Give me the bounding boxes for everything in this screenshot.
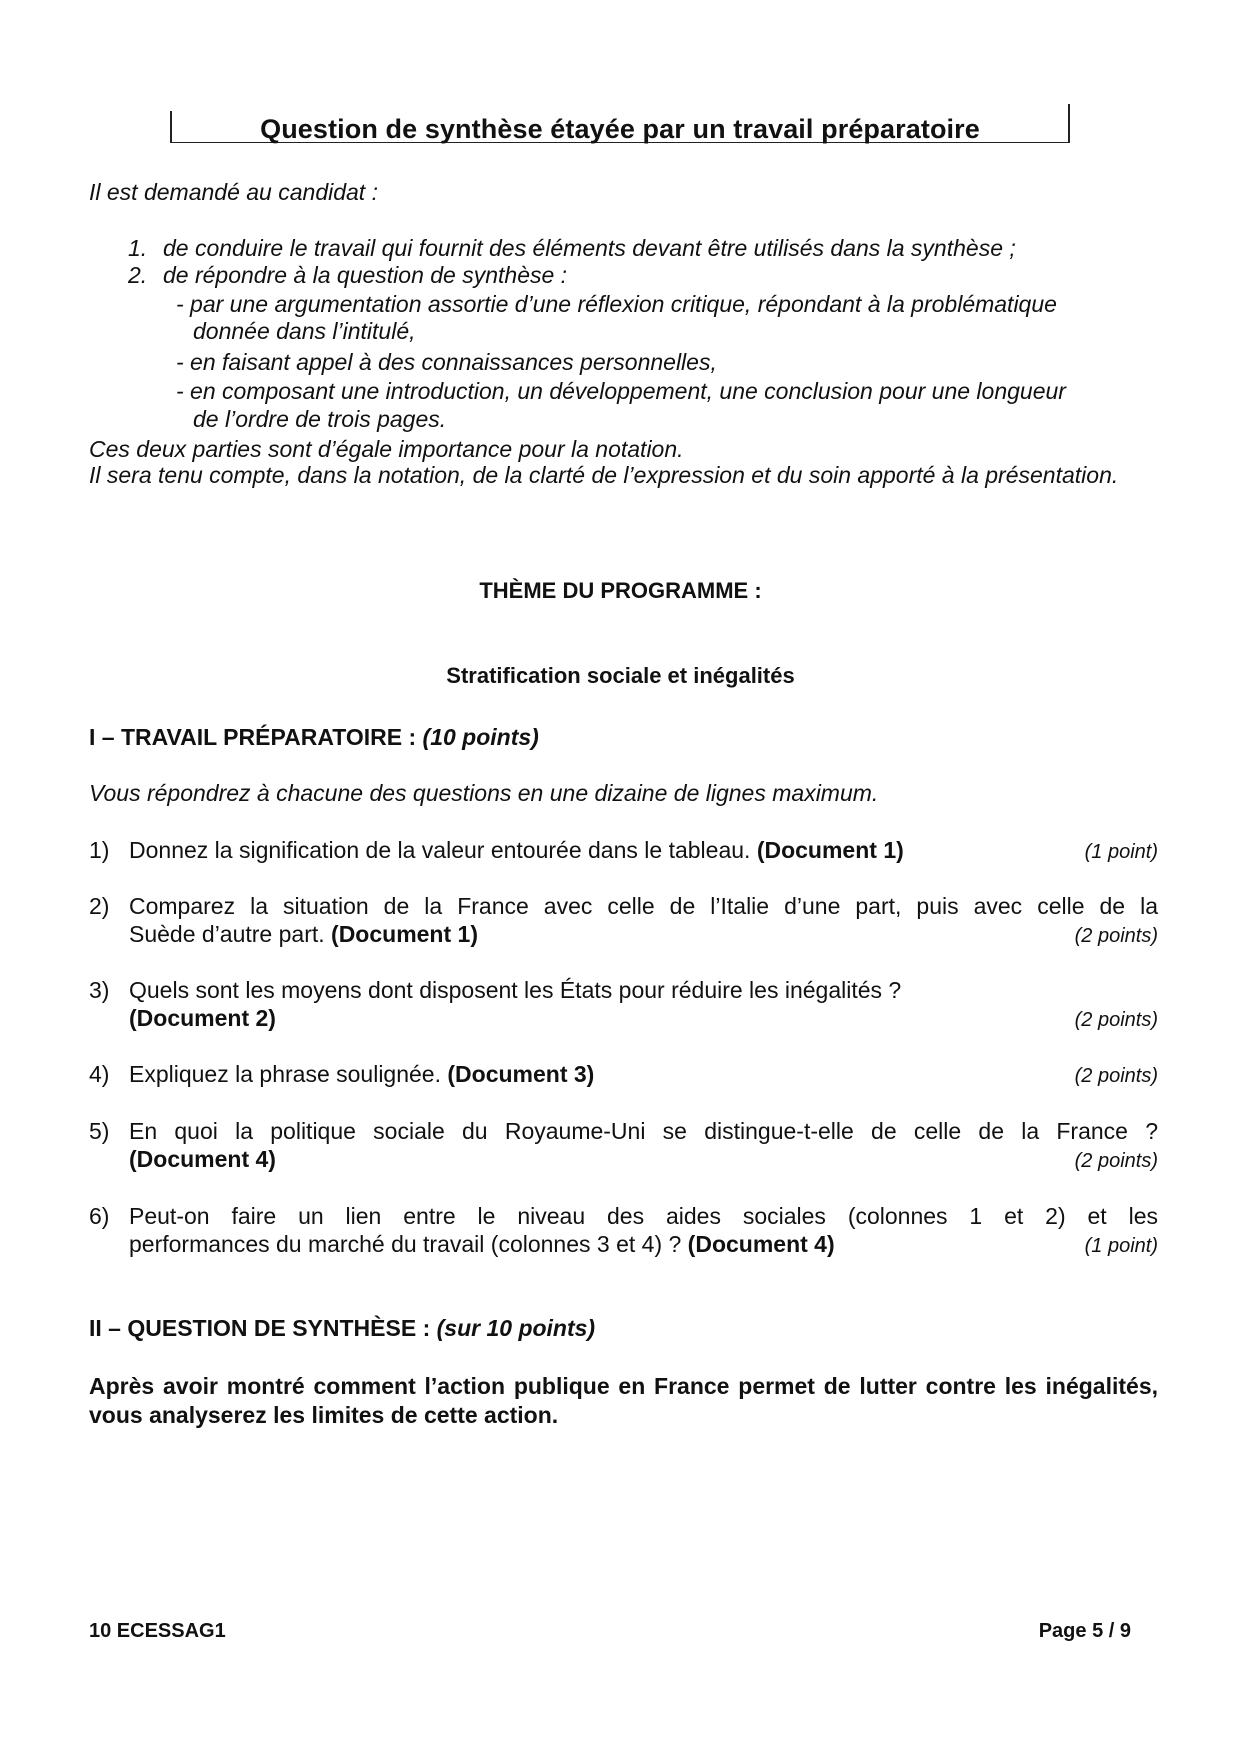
instruction-item-2: de répondre à la question de synthèse :: [163, 262, 568, 288]
question-2-number: 2): [89, 893, 110, 919]
instruction-item-1: de conduire le travail qui fournit des éléments devant être utilisés dans la synthèse ;: [163, 235, 1016, 261]
instruction-sub-3-line-2: de l’ordre de trois pages.: [193, 406, 447, 432]
question-6: [89, 1202, 1158, 1258]
instructions-intro: Il est demandé au candidat :: [89, 179, 378, 205]
instructions-note-1: Ces deux parties sont d’égale importance pour la notation.: [89, 436, 684, 462]
question-6-line-2: performances du marché du travail (colonnes 3 et 4) ?: [129, 1231, 682, 1257]
footer-page-number: Page 5 / 9: [1038, 1620, 1131, 1642]
part-1-heading: [89, 724, 539, 751]
question-5-points: (2 points): [1074, 1150, 1158, 1172]
instruction-item-2-number: 2.: [128, 262, 148, 288]
part-1-instruction: Vous répondrez à chacune des questions en une dizaine de lignes maximum.: [89, 780, 879, 806]
part-1-heading-text: I – TRAVAIL PRÉPARATOIRE :: [89, 724, 417, 750]
instruction-sub-3-line-1: - en composant une introduction, un développement, une conclusion pour une longueur: [176, 378, 1066, 404]
instructions-note-2: Il sera tenu compte, dans la notation, de la clarté de l’expression et du soin apporté à la présentation.: [89, 462, 1119, 488]
question-3-body: [129, 976, 1158, 1032]
instruction-sub-2: - en faisant appel à des connaissances personnelles,: [176, 349, 717, 375]
question-2-points: (2 points): [1074, 925, 1158, 947]
question-5-number: 5): [89, 1118, 110, 1144]
theme-subject: Stratification sociale et inégalités: [446, 663, 795, 688]
synthesis-question: Après avoir montré comment l’action publique en France permet de lutter contre les inégalités, vous analyserez les limites de cette action.: [89, 1373, 1158, 1428]
question-5: [89, 1117, 1158, 1173]
question-6-line-2-wrap: [129, 1230, 1158, 1258]
question-2-line-2: Suède d’autre part.: [129, 921, 325, 947]
theme-heading: THÈME DU PROGRAMME :: [479, 578, 762, 603]
question-2-body: [129, 892, 1158, 948]
part-2-points: (sur 10 points): [436, 1315, 596, 1341]
instruction-sub-1-line-2: donnée dans l’intitulé,: [193, 318, 416, 344]
instruction-sub-1-line-1: - par une argumentation assortie d’une réflexion critique, répondant à la problématique: [176, 291, 1057, 317]
question-2: [89, 892, 1158, 948]
question-1-number: 1): [89, 837, 110, 863]
instruction-item-1-number: 1.: [128, 235, 148, 261]
question-4-text: Expliquez la phrase soulignée.: [129, 1061, 441, 1087]
question-4-number: 4): [89, 1061, 110, 1087]
question-3-doc: (Document 2): [129, 1005, 276, 1031]
footer-code: 10 ECESSAG1: [89, 1620, 226, 1642]
question-1-doc: (Document 1): [756, 837, 904, 863]
question-3: [89, 976, 1158, 1032]
question-2-line-1: Comparez la situation de la France avec celle de l’Italie d’une part, puis avec celle de la: [129, 893, 1158, 919]
question-2-doc: (Document 1): [331, 921, 478, 947]
question-3-points: (2 points): [1074, 1009, 1158, 1031]
question-4-body: [129, 1060, 1158, 1088]
question-3-number: 3): [89, 977, 110, 1003]
question-5-text: En quoi la politique sociale du Royaume-Uni se distingue-t-elle de celle de la France ?: [129, 1118, 1158, 1144]
question-1-body: [129, 836, 1158, 864]
question-5-body: [129, 1117, 1158, 1173]
question-4-doc: (Document 3): [447, 1061, 595, 1087]
question-5-doc: (Document 4): [129, 1146, 276, 1172]
question-4: [89, 1060, 1158, 1088]
question-6-body: [129, 1202, 1158, 1258]
question-1-text: Donnez la signification de la valeur entourée dans le tableau.: [129, 837, 751, 863]
question-2-line-2-wrap: [129, 920, 1158, 948]
part-2-heading-text: II – QUESTION DE SYNTHÈSE :: [89, 1315, 431, 1341]
title-box: [170, 111, 1070, 143]
question-6-points: (1 point): [1084, 1235, 1158, 1257]
question-1-points: (1 point): [1084, 841, 1158, 863]
question-1: [89, 836, 1158, 864]
page-title: Question de synthèse étayée par un travail préparatoire: [260, 114, 980, 144]
question-4-points: (2 points): [1074, 1065, 1158, 1087]
question-6-line-1: Peut-on faire un lien entre le niveau des aides sociales (colonnes 1 et 2) et les: [129, 1203, 1158, 1229]
question-6-number: 6): [89, 1203, 110, 1229]
part-1-points: (10 points): [422, 724, 539, 750]
question-3-text: Quels sont les moyens dont disposent les États pour réduire les inégalités ?: [129, 977, 902, 1003]
question-6-doc: (Document 4): [687, 1231, 835, 1257]
part-2-heading: [89, 1315, 595, 1342]
